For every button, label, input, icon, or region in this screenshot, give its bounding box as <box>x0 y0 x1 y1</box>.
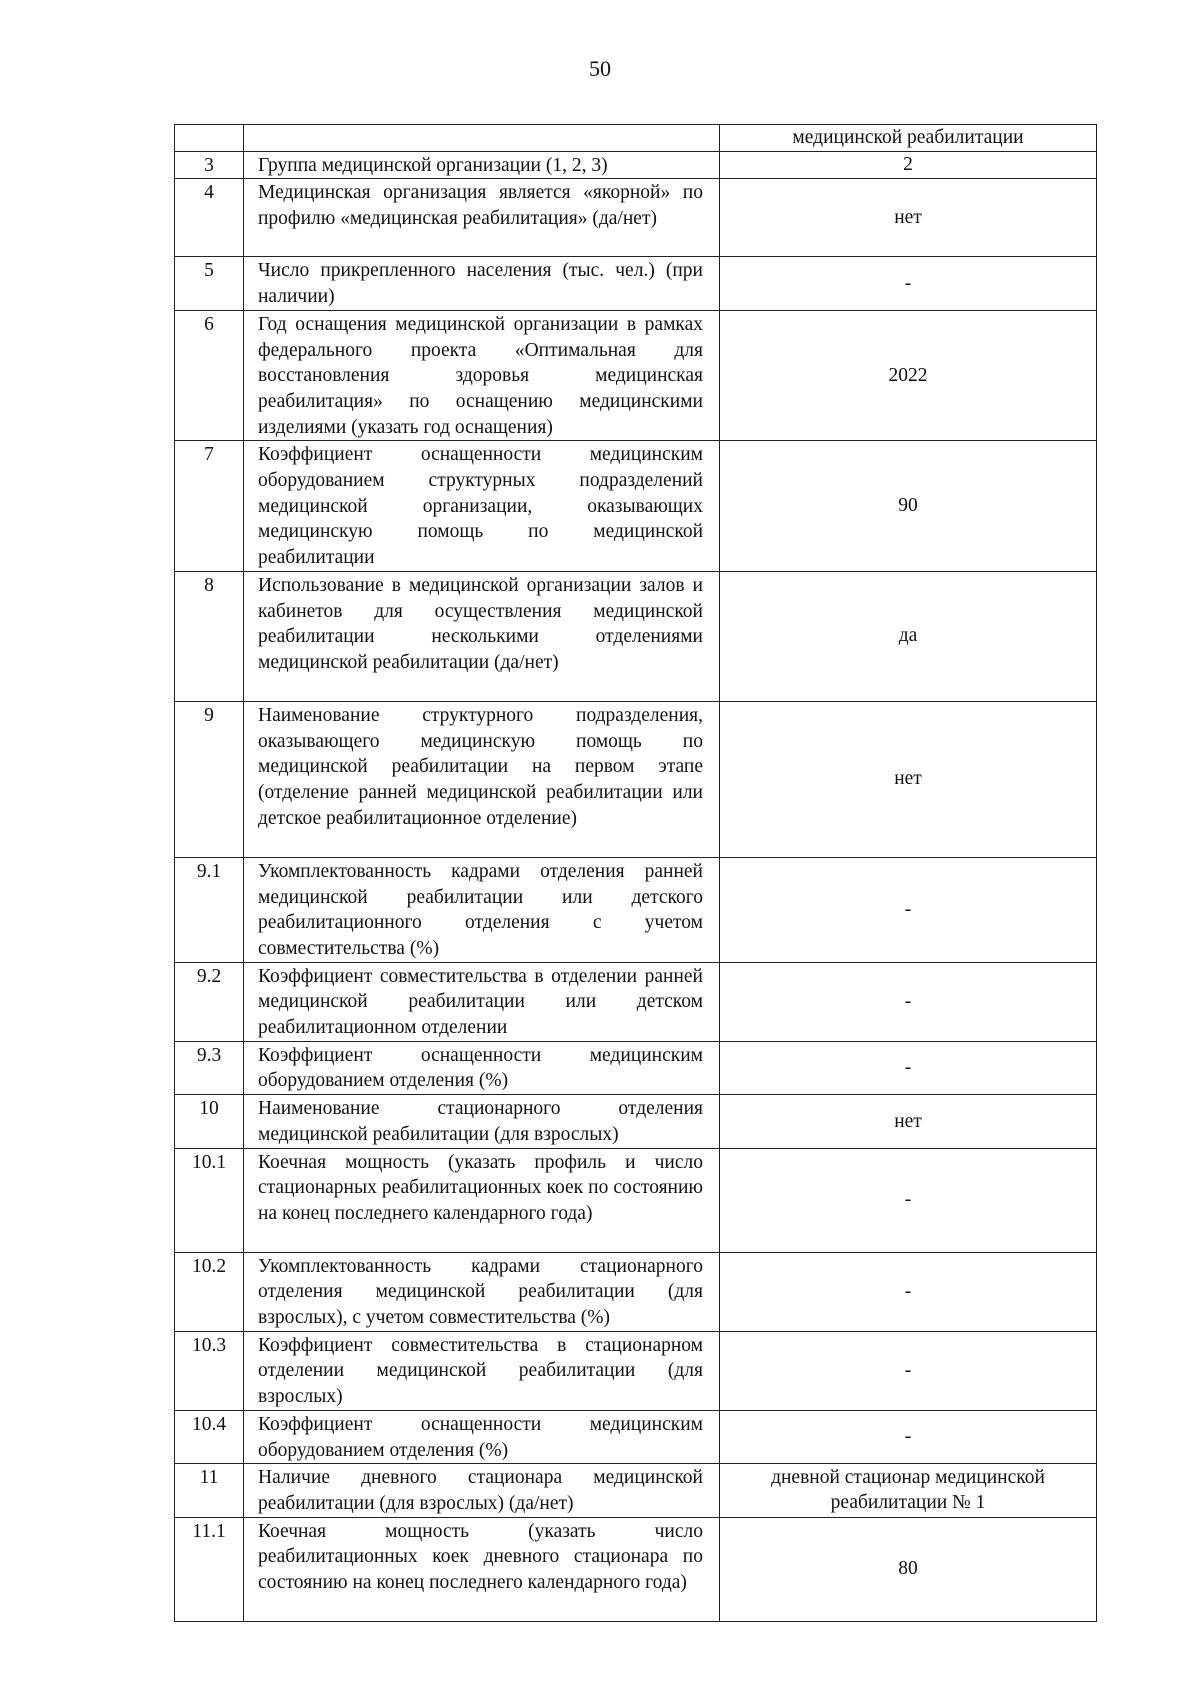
row-number-cell: 9.1 <box>175 857 244 962</box>
row-description-cell: Использование в медицинской организации залов и кабинетов для осуществления медицинской реабилитации несколькими отделениями медицинской реабилитации (да/нет) <box>244 571 720 701</box>
table-row <box>175 125 1097 152</box>
row-value-cell: - <box>720 1252 1097 1331</box>
row-description-cell: Коэффициент совместительства в стационарном отделении медицинской реабилитации (для взрослых) <box>244 1331 720 1410</box>
row-description-cell: Коэффициент оснащенности медицинским оборудованием структурных подразделений медицинской организации, оказывающих медицинскую помощь по медицинской реабилитации <box>244 441 720 572</box>
table-row <box>175 1148 1097 1252</box>
row-description-cell: Наименование стационарного отделения медицинской реабилитации (для взрослых) <box>244 1095 720 1148</box>
row-description-cell: Коэффициент оснащенности медицинским оборудованием отделения (%) <box>244 1410 720 1463</box>
row-value-cell: 2022 <box>720 310 1097 441</box>
table-row <box>175 179 1097 257</box>
row-description-cell: Коэффициент совместительства в отделении ранней медицинской реабилитации или детском реабилитационном отделении <box>244 962 720 1041</box>
row-number-cell: 10.2 <box>175 1252 244 1331</box>
row-value-cell: нет <box>720 1095 1097 1148</box>
row-number-cell: 8 <box>175 571 244 701</box>
row-value-cell: - <box>720 1041 1097 1094</box>
row-number-cell: 4 <box>175 179 244 257</box>
row-description-cell: Наименование структурного подразделения, оказывающего медицинскую помощь по медицинской реабилитации на первом этапе (отделение ранней медицинской реабилитации или детское реабилитационное отделение) <box>244 701 720 857</box>
row-value-cell: 80 <box>720 1517 1097 1621</box>
row-number-cell: 5 <box>175 257 244 310</box>
table-row <box>175 310 1097 441</box>
table-row <box>175 1517 1097 1621</box>
table-row <box>175 1041 1097 1094</box>
row-description-cell <box>244 125 720 152</box>
row-description-cell: Год оснащения медицинской организации в рамках федерального проекта «Оптимальная для восстановления здоровья медицинская реабилитация» по оснащению медицинскими изделиями (указать год оснащения) <box>244 310 720 441</box>
row-value-cell: 2 <box>720 151 1097 179</box>
table-row <box>175 1095 1097 1148</box>
row-value-cell: нет <box>720 701 1097 857</box>
row-description-cell: Коечная мощность (указать число реабилитационных коек дневного стационара по состоянию на конец последнего календарного года) <box>244 1517 720 1621</box>
row-number-cell: 11 <box>175 1464 244 1517</box>
row-value-cell: - <box>720 257 1097 310</box>
row-number-cell: 10.3 <box>175 1331 244 1410</box>
row-value-cell: нет <box>720 179 1097 257</box>
row-value-cell: - <box>720 962 1097 1041</box>
table-body <box>175 125 1097 1622</box>
row-description-cell: Коечная мощность (указать профиль и число стационарных реабилитационных коек по состоянию на конец последнего календарного года) <box>244 1148 720 1252</box>
table-row <box>175 151 1097 179</box>
row-value-cell: - <box>720 1410 1097 1463</box>
table-row <box>175 257 1097 310</box>
row-description-cell: Укомплектованность кадрами стационарного отделения медицинской реабилитации (для взрослых), с учетом совместительства (%) <box>244 1252 720 1331</box>
row-description-cell: Число прикрепленного населения (тыс. чел.) (при наличии) <box>244 257 720 310</box>
table-row <box>175 857 1097 962</box>
table-row <box>175 962 1097 1041</box>
page-number: 50 <box>589 56 611 81</box>
row-value-cell: - <box>720 1148 1097 1252</box>
row-number-cell: 9.3 <box>175 1041 244 1094</box>
table-row <box>175 1252 1097 1331</box>
row-description-cell: Медицинская организация является «якорной» по профилю «медицинская реабилитация» (да/нет) <box>244 179 720 257</box>
row-value-cell: - <box>720 1331 1097 1410</box>
table-row <box>175 701 1097 857</box>
row-number-cell: 9.2 <box>175 962 244 1041</box>
table-row <box>175 571 1097 701</box>
row-value-cell: - <box>720 857 1097 962</box>
row-number-cell: 3 <box>175 151 244 179</box>
row-value-cell: да <box>720 571 1097 701</box>
row-number-cell: 7 <box>175 441 244 572</box>
table-row <box>175 1331 1097 1410</box>
data-table <box>174 124 1097 1622</box>
row-number-cell: 11.1 <box>175 1517 244 1621</box>
table-row <box>175 1410 1097 1463</box>
row-description-cell: Группа медицинской организации (1, 2, 3) <box>244 151 720 179</box>
row-number-cell: 10.1 <box>175 1148 244 1252</box>
row-number-cell: 9 <box>175 701 244 857</box>
table-row <box>175 441 1097 572</box>
row-number-cell <box>175 125 244 152</box>
row-value-cell: 90 <box>720 441 1097 572</box>
row-number-cell: 10 <box>175 1095 244 1148</box>
row-value-cell: дневной стационар медицинской реабилитации № 1 <box>720 1464 1097 1517</box>
row-number-cell: 10.4 <box>175 1410 244 1463</box>
row-description-cell: Наличие дневного стационара медицинской реабилитации (для взрослых) (да/нет) <box>244 1464 720 1517</box>
table-row <box>175 1464 1097 1517</box>
row-description-cell: Коэффициент оснащенности медицинским оборудованием отделения (%) <box>244 1041 720 1094</box>
row-description-cell: Укомплектованность кадрами отделения ранней медицинской реабилитации или детского реабилитационного отделения с учетом совместительства (%) <box>244 857 720 962</box>
row-value-cell: медицинской реабилитации <box>720 125 1097 152</box>
row-number-cell: 6 <box>175 310 244 441</box>
